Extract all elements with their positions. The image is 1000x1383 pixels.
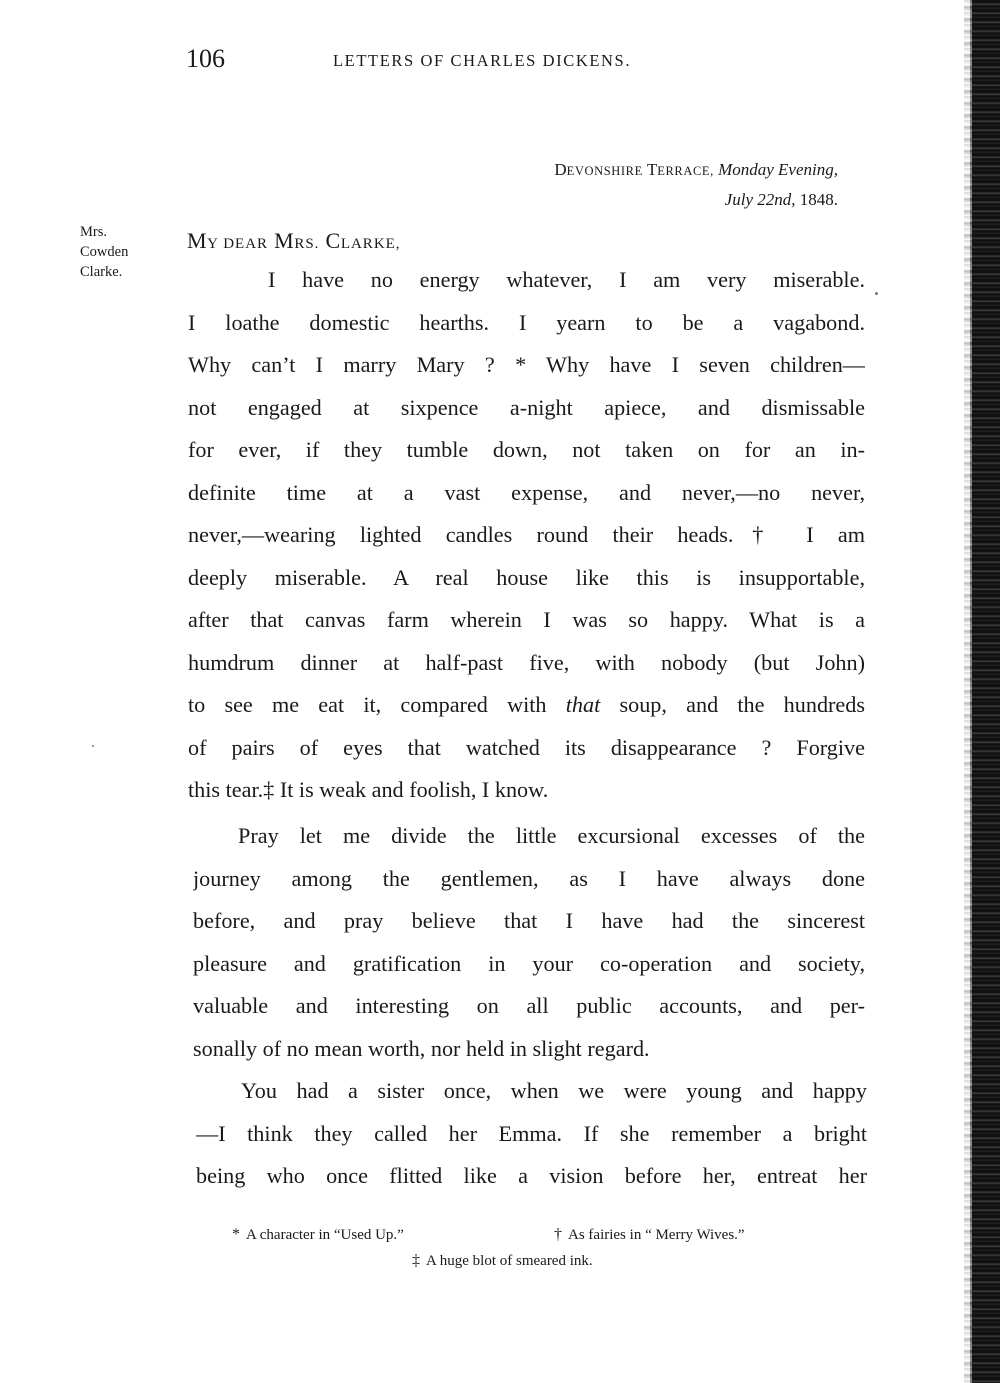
- dateline-place: DEVONSHIRE TERRACE, Monday Evening,: [554, 160, 838, 179]
- text-line: never,—wearing lighted candles round their heads.† I am: [188, 522, 865, 547]
- text-line: You had a sister once, when we were young and happy: [241, 1078, 867, 1103]
- scan-speck: [92, 745, 94, 747]
- scan-speck: [875, 292, 878, 295]
- dateline-date: July 22nd, 1848.: [724, 190, 838, 209]
- text-line: of pairs of eyes that watched its disappearance ? Forgive: [188, 734, 865, 760]
- footnote-row: [232, 1226, 745, 1244]
- page-number: 106: [186, 44, 225, 73]
- margin-note: Mrs. Cowden Clarke.: [80, 224, 129, 280]
- salutation: MY DEAR MRS. CLARKE,: [187, 228, 401, 253]
- text-line: humdrum dinner at half-past five, with nobody (but John): [188, 649, 865, 675]
- footnote-1: * A character in “Used Up.”: [232, 1226, 404, 1243]
- text-line: for ever, if they tumble down, not taken on for an in-: [188, 437, 865, 462]
- text-line: —I think they called her Emma. If she remember a bright: [196, 1120, 867, 1146]
- running-title: LETTERS OF CHARLES DICKENS.: [333, 51, 632, 70]
- text-line: Pray let me divide the little excursional excesses of the: [238, 823, 865, 848]
- text-line: not engaged at sixpence a-night apiece, and dismissable: [188, 394, 865, 420]
- footnote-2: † As fairies in “ Merry Wives.”: [554, 1226, 745, 1243]
- text-line: sonally of no mean worth, nor held in slight regard.: [193, 1035, 650, 1061]
- running-head: [0, 44, 1000, 78]
- paragraph-3: [196, 1070, 867, 1198]
- text-line: being who once flitted like a vision before her, entreat her: [196, 1163, 867, 1188]
- text-line: after that canvas farm wherein I was so happy. What is a: [188, 607, 865, 632]
- text-line: Why can’t I marry Mary ? * Why have I seven children—: [188, 352, 865, 377]
- text-line: I loathe domestic hearths. I yearn to be a vagabond.: [188, 309, 865, 335]
- text-line: valuable and interesting on all public accounts, and per-: [193, 993, 865, 1018]
- text-line: journey among the gentlemen, as I have always done: [193, 865, 865, 891]
- paragraph-1: [188, 259, 865, 812]
- text-line: to see me eat it, compared with that soup, and the hundreds: [188, 692, 865, 717]
- text-line: pleasure and gratification in your co-operation and society,: [193, 950, 865, 976]
- text-line: deeply miserable. A real house like this is insupportable,: [188, 564, 865, 590]
- footnote-3: ‡ A huge blot of smeared ink.: [412, 1252, 593, 1269]
- paragraph-2: [193, 815, 865, 1070]
- text-line: I have no energy whatever, I am very miserable.: [268, 267, 865, 292]
- text-line: definite time at a vast expense, and never,—no never,: [188, 479, 865, 505]
- scan-border-edge: [970, 0, 1000, 1383]
- dateline-day: Monday Evening,: [718, 160, 838, 179]
- text-line: this tear.‡ It is weak and foolish, I know.: [188, 777, 549, 802]
- text-line: before, and pray believe that I have had the sincerest: [193, 908, 865, 933]
